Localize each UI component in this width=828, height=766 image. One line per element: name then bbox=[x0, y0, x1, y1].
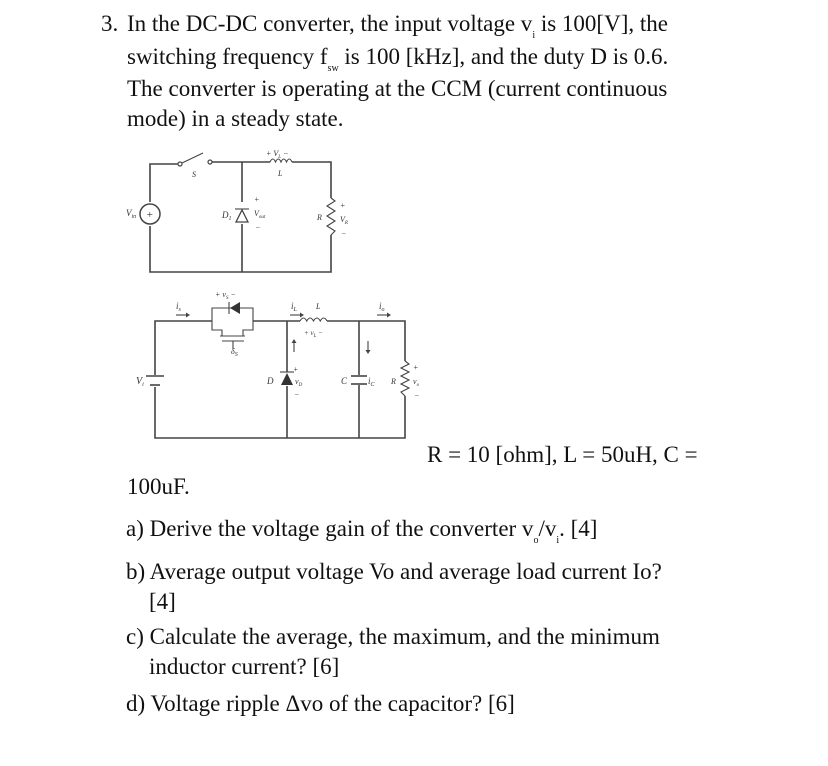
bottom-vl-minus: − bbox=[316, 329, 323, 337]
capacitor-symbol bbox=[351, 376, 367, 384]
top-vdiode-main: V bbox=[254, 209, 259, 218]
top-vin-sub: in bbox=[131, 214, 137, 220]
top-vdiode-sub: out bbox=[258, 215, 266, 220]
bottom-is-sub: s bbox=[178, 307, 181, 313]
top-vinductor-main: + V bbox=[266, 149, 279, 158]
question-b-line-1: b) Average output voltage Vo and average load current Io? bbox=[126, 559, 662, 584]
params-line-a: R = 10 [ohm], L = 50uH, C = bbox=[427, 442, 698, 467]
question-b-line-2: [4] bbox=[149, 589, 176, 614]
mosfet-switch-symbol bbox=[212, 302, 253, 349]
problem-line-1-a: In the DC-DC converter, the input voltage v bbox=[127, 11, 533, 36]
bottom-vo-minus: − bbox=[414, 391, 420, 400]
top-vinductor-sub: L bbox=[278, 155, 282, 160]
top-vinductor-minus: − bbox=[281, 149, 289, 158]
inductor-bottom-symbol bbox=[300, 318, 327, 321]
question-c-line-1: c) Calculate the average, the maximum, and the minimum bbox=[126, 624, 660, 649]
top-vr-plus: + bbox=[340, 201, 346, 210]
bottom-io-sub: o bbox=[381, 307, 385, 313]
problem-line-4: mode) in a steady state. bbox=[127, 106, 344, 131]
problem-line-1-sub: i bbox=[532, 30, 536, 41]
problem-line-2-a: switching frequency f bbox=[127, 44, 328, 69]
bottom-il-label bbox=[291, 301, 298, 313]
bottom-vs-label bbox=[215, 290, 236, 301]
bottom-ic-main: i bbox=[368, 376, 371, 386]
bottom-gate-main: δ bbox=[231, 347, 235, 356]
bottom-source-symbol bbox=[146, 376, 164, 385]
question-a-pre: a) Derive the voltage gain of the converter v bbox=[126, 516, 534, 541]
bottom-ic-sub: C bbox=[370, 382, 375, 388]
top-vr-minus: − bbox=[341, 229, 347, 238]
bottom-vo-label bbox=[413, 377, 420, 388]
diode-d-symbol bbox=[280, 372, 294, 385]
bottom-diode-label: D bbox=[267, 376, 274, 386]
bottom-vl-label bbox=[304, 329, 323, 339]
top-vdiode-plus: + bbox=[254, 195, 260, 204]
bottom-vs-sub: S bbox=[225, 296, 229, 301]
bottom-is-label bbox=[176, 301, 182, 313]
bottom-vi-sub: i bbox=[142, 382, 144, 388]
bottom-vi-label bbox=[136, 376, 144, 388]
top-vr-sub: R bbox=[344, 221, 348, 226]
top-diode-sub: 1 bbox=[228, 216, 232, 222]
bottom-io-label bbox=[379, 301, 385, 313]
bottom-vl-main: + v bbox=[304, 329, 314, 337]
top-vin-main: V bbox=[126, 208, 132, 218]
bottom-vd-minus: − bbox=[294, 390, 300, 399]
top-vdiode-minus: − bbox=[255, 223, 261, 232]
bottom-inductor-label: L bbox=[316, 302, 321, 311]
bottom-resistor-label: R bbox=[391, 377, 396, 386]
bottom-vd-sub: D bbox=[298, 383, 303, 388]
question-d: d) Voltage ripple Δvo of the capacitor? [6] bbox=[126, 691, 515, 716]
top-vr-main: V bbox=[340, 215, 345, 224]
bottom-vo-main: v bbox=[413, 377, 417, 386]
bottom-gate-label bbox=[231, 347, 238, 358]
bottom-vo-sub: o bbox=[416, 383, 420, 388]
params-line-b: 100uF. bbox=[127, 474, 190, 499]
bottom-vs-main: + v bbox=[215, 290, 226, 299]
problem-line-2-b: is 100 [kHz], and the duty D is 0.6. bbox=[338, 44, 669, 69]
problem-line-3: The converter is operating at the CCM (current continuous bbox=[127, 76, 668, 101]
problem-line-1-b: is 100[V], the bbox=[535, 11, 668, 36]
problem-number: 3. bbox=[101, 11, 119, 36]
bottom-gate-sub: S bbox=[234, 352, 238, 358]
bottom-vl-sub: L bbox=[313, 334, 317, 339]
top-source-plus: + bbox=[146, 209, 154, 221]
bottom-ic-label bbox=[368, 376, 376, 388]
question-c-line-2: inductor current? [6] bbox=[149, 654, 340, 679]
bottom-vs-minus: − bbox=[228, 290, 236, 299]
question-a-sub2: i bbox=[556, 535, 560, 546]
bottom-il-main: i bbox=[291, 301, 294, 311]
bottom-vo-plus: + bbox=[413, 363, 419, 372]
bottom-cap-label: C bbox=[341, 376, 348, 386]
bottom-is-main: i bbox=[176, 301, 179, 311]
top-resistor-label: R bbox=[317, 213, 322, 222]
problem-line-2-sub: sw bbox=[327, 63, 339, 74]
top-diode-main: D bbox=[222, 210, 229, 220]
bottom-vi-main: V bbox=[136, 376, 143, 387]
bottom-vd-label bbox=[295, 377, 303, 388]
bottom-vd-main: v bbox=[295, 377, 299, 386]
resistor-bottom-symbol bbox=[401, 361, 409, 396]
question-a-sub1: o bbox=[533, 535, 539, 546]
top-switch-label: S bbox=[192, 170, 196, 179]
top-inductor-label: L bbox=[278, 169, 283, 178]
question-a-mid: /v bbox=[538, 516, 557, 541]
bottom-vd-plus: + bbox=[293, 365, 299, 374]
question-a-post: . [4] bbox=[559, 516, 598, 541]
bottom-io-main: i bbox=[379, 301, 382, 311]
bottom-il-sub: L bbox=[293, 307, 297, 313]
question-a bbox=[126, 514, 597, 549]
